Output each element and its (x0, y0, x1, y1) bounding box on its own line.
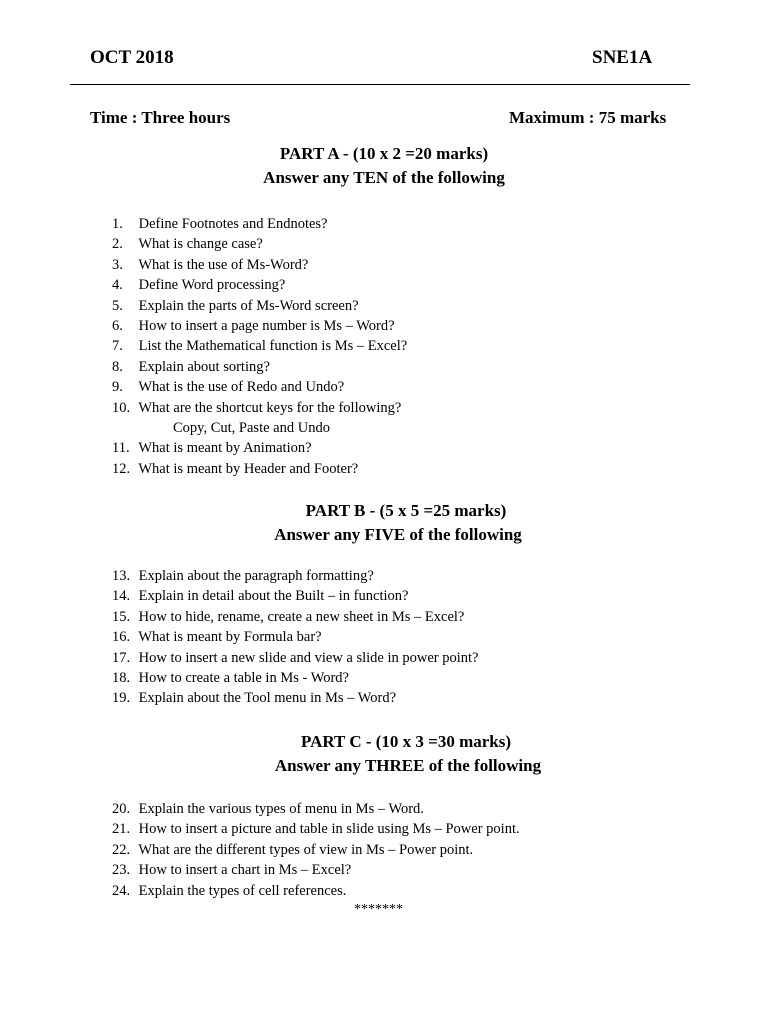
question-item (112, 234, 407, 254)
question-number: 13. (112, 568, 131, 584)
question-item (112, 214, 407, 234)
question-item (112, 586, 479, 606)
question-item (112, 566, 479, 586)
question-text: Explain about the Tool menu in Ms – Word? (138, 690, 397, 707)
question-text: What is meant by Header and Footer? (138, 460, 359, 477)
question-item (112, 668, 479, 688)
question-number: 14. (112, 588, 131, 605)
question-text: Explain the parts of Ms-Word screen? (138, 297, 359, 314)
question-text: What are the different types of view in Ms – Power point. (138, 841, 474, 858)
question-number: 11. (112, 440, 130, 457)
part-a-question-list (112, 214, 407, 479)
question-text: Explain about sorting? (138, 358, 270, 375)
question-item (112, 607, 479, 627)
question-item (112, 688, 479, 708)
part-a-title: PART A - (10 x 2 =20 marks) (279, 144, 489, 163)
question-text: What is change case? (138, 236, 263, 253)
question-number: 3. (112, 256, 123, 273)
part-c-question-list (112, 799, 520, 901)
part-b-question-list (112, 566, 479, 709)
question-continuation (112, 418, 407, 438)
question-number: 6. (112, 317, 123, 334)
question-text: Copy, Cut, Paste and Undo (173, 419, 330, 436)
question-item (112, 819, 520, 839)
question-number: 1. (112, 216, 123, 232)
question-number: 22. (112, 841, 131, 858)
question-item (112, 627, 479, 647)
question-text: How to insert a page number is Ms – Word? (138, 317, 395, 334)
question-text: How to insert a chart in Ms – Excel? (138, 862, 352, 879)
question-item (112, 881, 520, 901)
question-number: 15. (112, 608, 131, 625)
question-text: Explain in detail about the Built – in function? (138, 588, 409, 605)
question-text: How to hide, rename, create a new sheet in Ms – Excel? (138, 608, 465, 625)
question-number: 24. (112, 882, 131, 899)
question-text: What is the use of Redo and Undo? (138, 379, 345, 396)
question-text: How to create a table in Ms - Word? (138, 669, 349, 686)
header-divider (70, 84, 690, 85)
exam-duration: Time : Three hours (90, 108, 231, 127)
question-number: 20. (112, 801, 131, 817)
question-number: 17. (112, 649, 131, 666)
question-item (112, 377, 407, 397)
question-text: How to insert a picture and table in slide using Ms – Power point. (138, 821, 520, 838)
question-text: What is meant by Animation? (138, 440, 312, 457)
question-text: Explain the types of cell references. (138, 882, 347, 899)
part-c-instruction: Answer any THREE of the following (274, 756, 542, 775)
part-a-instruction: Answer any TEN of the following (263, 168, 505, 187)
question-number: 9. (112, 379, 123, 396)
question-number: 18. (112, 669, 131, 686)
question-text: How to insert a new slide and view a slide in power point? (138, 649, 479, 666)
part-b-instruction: Answer any FIVE of the following (274, 525, 522, 544)
question-item (112, 398, 407, 418)
part-b-title: PART B - (5 x 5 =25 marks) (305, 501, 507, 520)
question-item (112, 840, 520, 860)
question-number: 4. (112, 277, 123, 294)
question-item (112, 296, 407, 316)
question-item (112, 799, 520, 819)
question-number: 10. (112, 399, 131, 416)
question-number: 21. (112, 821, 131, 838)
question-number: 7. (112, 338, 123, 355)
question-number: 5. (112, 297, 123, 314)
question-item (112, 255, 407, 275)
question-text: Explain about the paragraph formatting? (138, 568, 374, 584)
question-item (112, 648, 479, 668)
question-number: 2. (112, 236, 123, 253)
question-text: What are the shortcut keys for the following? (138, 399, 402, 416)
question-item (112, 459, 407, 479)
question-text: What is meant by Formula bar? (138, 629, 322, 646)
question-item (112, 438, 407, 458)
question-item (112, 357, 407, 377)
question-text: Define Word processing? (138, 277, 286, 294)
question-text: What is the use of Ms-Word? (138, 256, 309, 273)
question-number: 12. (112, 460, 131, 477)
question-number: 8. (112, 358, 123, 375)
question-item (112, 275, 407, 295)
end-of-paper-mark: ******* (354, 902, 403, 917)
question-item (112, 860, 520, 880)
question-number: 16. (112, 629, 131, 646)
question-text: Explain the various types of menu in Ms – Word. (138, 801, 424, 817)
question-item (112, 336, 407, 356)
course-code: SNE1A (592, 47, 653, 68)
maximum-marks: Maximum : 75 marks (509, 108, 667, 127)
question-number: 19. (112, 690, 131, 707)
question-number: 23. (112, 862, 131, 879)
part-c-title: PART C - (10 x 3 =30 marks) (300, 732, 512, 751)
question-text: List the Mathematical function is Ms – Excel? (138, 338, 408, 355)
exam-date: OCT 2018 (90, 47, 174, 68)
question-item (112, 316, 407, 336)
question-text: Define Footnotes and Endnotes? (138, 216, 328, 232)
